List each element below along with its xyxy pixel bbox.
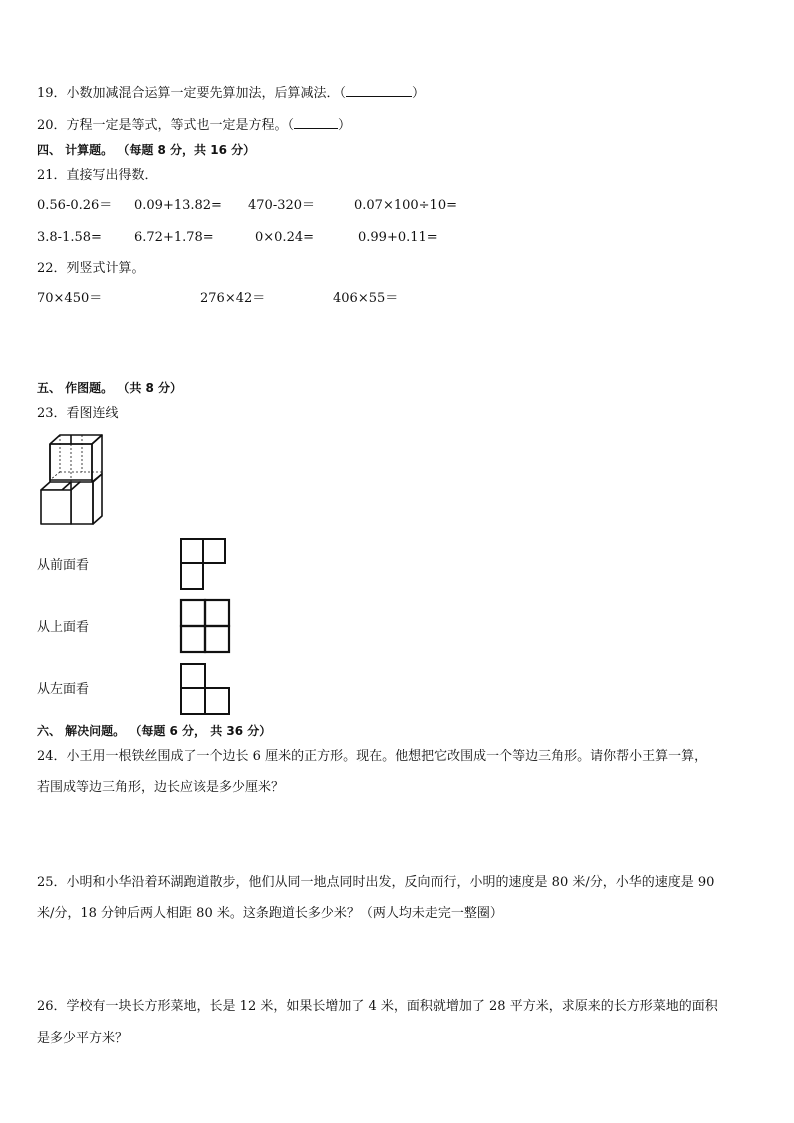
answer-blank-19[interactable]	[346, 84, 412, 97]
question-19	[37, 84, 425, 102]
q21-r1-c1: 0.56-0.26＝	[37, 198, 113, 213]
q22-item-3: 406×55＝	[333, 291, 399, 306]
question-24-line-2: 若围成等边三角形，边长应该是多少厘米？	[37, 780, 285, 795]
view-label-front: 从前面看	[37, 558, 90, 573]
top-view-figure[interactable]	[179, 598, 231, 654]
question-19-text: 19．小数加减混合运算一定要先算加法，后算减法．（	[37, 86, 347, 101]
q22-item-2: 276×42＝	[200, 291, 266, 306]
q21-r1-c3: 470-320＝	[248, 198, 316, 213]
question-24-line-1: 24．小王用一根铁丝围成了一个边长 6 厘米的正方形。现在。他想把它改围成一个等边三角形。请你帮小王算一算，	[37, 749, 708, 764]
q21-r2-c1: 3.8-1.58=	[37, 230, 102, 245]
q21-r1-c2: 0.09+13.82=	[134, 198, 222, 213]
question-23-title: 23．看图连线	[37, 406, 119, 421]
view-label-top: 从上面看	[37, 620, 90, 635]
cube-solid-figure	[38, 432, 130, 528]
q22-item-1: 70×450＝	[37, 291, 103, 306]
q21-r1-c4: 0.07×100÷10=	[354, 198, 457, 213]
q21-r2-c2: 6.72+1.78=	[134, 230, 214, 245]
q21-r2-c4: 0.99+0.11=	[358, 230, 438, 245]
question-21-title: 21．直接写出得数．	[37, 168, 158, 183]
question-26-line-2: 是多少平方米？	[37, 1031, 129, 1046]
answer-blank-20[interactable]	[294, 116, 338, 129]
question-26-line-1: 26．学校有一块长方形菜地，长是 12 米，如果长增加了 4 米，面积就增加了 28 平方米，求原来的长方形菜地的面积	[37, 999, 718, 1014]
question-25-line-2: 米/分，18 分钟后两人相距 80 米。这条跑道长多少米？（两人均未走完一整圈）	[37, 906, 503, 921]
left-view-figure[interactable]	[179, 662, 231, 716]
section-6-heading: 六、 解决问题。 （每题 6 分， 共 36 分）	[37, 724, 272, 738]
view-label-left: 从左面看	[37, 682, 90, 697]
section-5-heading: 五、 作图题。 （共 8 分）	[37, 381, 183, 395]
question-20-close: ）	[338, 118, 352, 133]
q21-r2-c3: 0×0.24=	[255, 230, 315, 245]
section-4-heading: 四、 计算题。 （每题 8 分，共 16 分）	[37, 143, 256, 157]
front-view-figure[interactable]	[179, 537, 229, 591]
question-20	[37, 116, 351, 134]
question-25-line-1: 25．小明和小华沿着环湖跑道散步，他们从同一地点同时出发，反向而行，小明的速度是 80 米/分，小华的速度是 90	[37, 875, 715, 890]
question-20-text: 20．方程一定是等式，等式也一定是方程。（	[37, 118, 295, 133]
question-19-close: ）	[412, 86, 426, 101]
question-22-title: 22．列竖式计算。	[37, 261, 145, 276]
